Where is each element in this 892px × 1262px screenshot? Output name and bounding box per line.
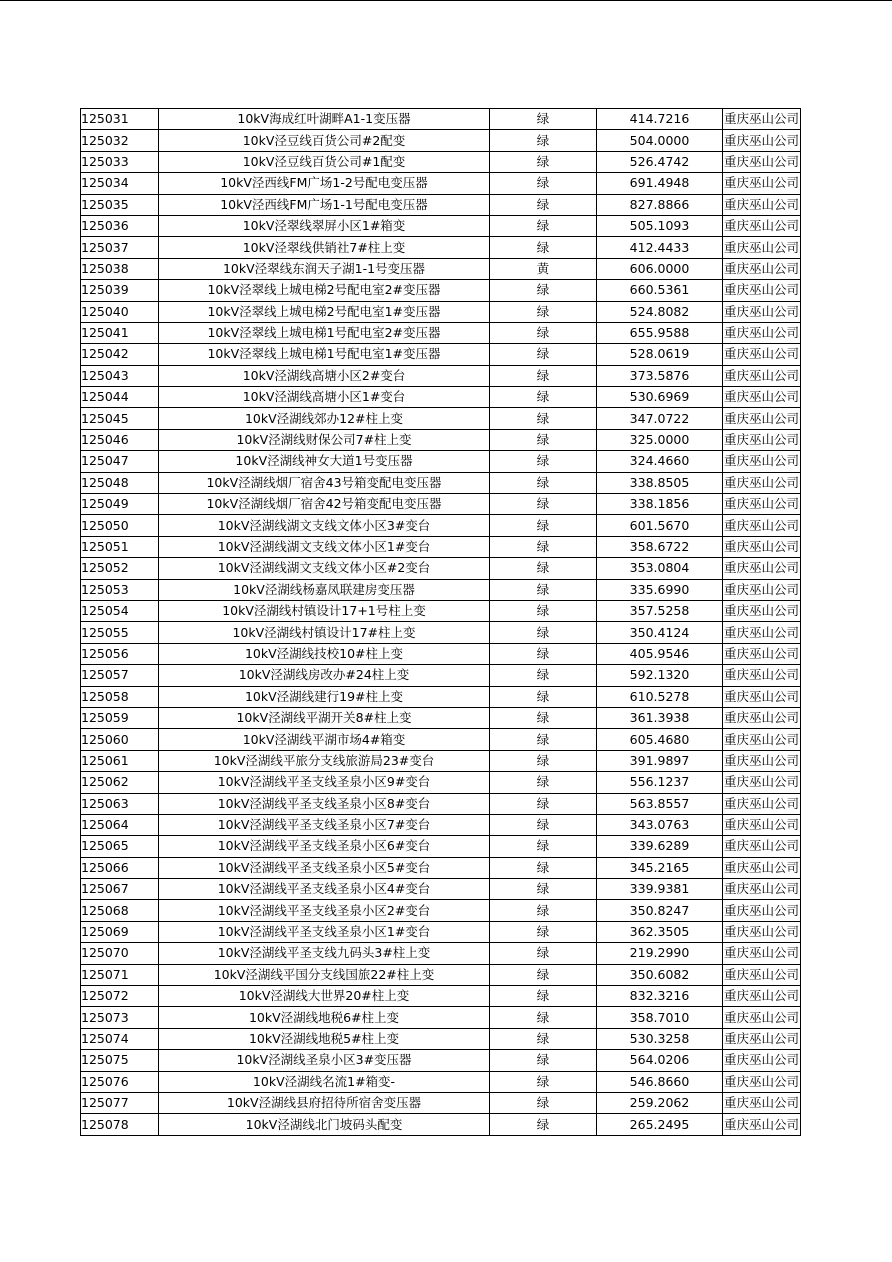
cell-company: 重庆巫山公司 — [723, 600, 801, 621]
cell-value: 605.4680 — [597, 729, 723, 750]
cell-company: 重庆巫山公司 — [723, 109, 801, 130]
cell-name: 10kV泾湖线高塘小区2#变台 — [159, 365, 490, 386]
cell-name: 10kV海成红叶湖畔A1-1变压器 — [159, 109, 490, 130]
cell-status: 绿 — [490, 429, 597, 450]
cell-status: 绿 — [490, 836, 597, 857]
cell-value: 350.4124 — [597, 622, 723, 643]
cell-status: 绿 — [490, 686, 597, 707]
cell-company: 重庆巫山公司 — [723, 814, 801, 835]
cell-value: 347.0722 — [597, 408, 723, 429]
cell-id: 125065 — [81, 836, 159, 857]
cell-name: 10kV泾翠线上城电梯1号配电室1#变压器 — [159, 344, 490, 365]
cell-value: 358.7010 — [597, 1007, 723, 1028]
table-row — [81, 194, 801, 215]
table-row — [81, 643, 801, 664]
cell-value: 524.8082 — [597, 301, 723, 322]
cell-name: 10kV泾湖线地税5#柱上变 — [159, 1028, 490, 1049]
cell-name: 10kV泾翠线供销社7#柱上变 — [159, 237, 490, 258]
cell-id: 125031 — [81, 109, 159, 130]
cell-name: 10kV泾湖线平圣支线圣泉小区9#变台 — [159, 772, 490, 793]
cell-name: 10kV泾湖线大世界20#柱上变 — [159, 986, 490, 1007]
table-row — [81, 793, 801, 814]
cell-name: 10kV泾湖线技校10#柱上变 — [159, 643, 490, 664]
cell-name: 10kV泾湖线高塘小区1#变台 — [159, 387, 490, 408]
cell-status: 绿 — [490, 237, 597, 258]
cell-value: 345.2165 — [597, 857, 723, 878]
cell-id: 125035 — [81, 194, 159, 215]
table-row — [81, 729, 801, 750]
cell-name: 10kV泾翠线东润天子湖1-1号变压器 — [159, 258, 490, 279]
cell-status: 绿 — [490, 451, 597, 472]
cell-company: 重庆巫山公司 — [723, 451, 801, 472]
table-row — [81, 1092, 801, 1113]
cell-value: 353.0804 — [597, 558, 723, 579]
cell-id: 125061 — [81, 750, 159, 771]
transformer-table — [80, 108, 801, 1136]
cell-name: 10kV泾西线FM广场1-1号配电变压器 — [159, 194, 490, 215]
table-row — [81, 1050, 801, 1071]
cell-company: 重庆巫山公司 — [723, 793, 801, 814]
cell-status: 绿 — [490, 622, 597, 643]
table-row — [81, 408, 801, 429]
cell-company: 重庆巫山公司 — [723, 301, 801, 322]
cell-status: 绿 — [490, 515, 597, 536]
cell-value: 526.4742 — [597, 151, 723, 172]
cell-value: 325.0000 — [597, 429, 723, 450]
cell-id: 125051 — [81, 536, 159, 557]
cell-name: 10kV泾湖线平湖市场4#箱变 — [159, 729, 490, 750]
cell-company: 重庆巫山公司 — [723, 622, 801, 643]
cell-company: 重庆巫山公司 — [723, 1092, 801, 1113]
cell-company: 重庆巫山公司 — [723, 280, 801, 301]
cell-company: 重庆巫山公司 — [723, 322, 801, 343]
cell-status: 绿 — [490, 921, 597, 942]
cell-name: 10kV泾豆线百货公司#1配变 — [159, 151, 490, 172]
cell-name: 10kV泾豆线百货公司#2配变 — [159, 130, 490, 151]
cell-name: 10kV泾湖线圣泉小区3#变压器 — [159, 1050, 490, 1071]
cell-value: 530.3258 — [597, 1028, 723, 1049]
cell-status: 绿 — [490, 772, 597, 793]
cell-value: 338.1856 — [597, 494, 723, 515]
cell-value: 412.4433 — [597, 237, 723, 258]
table-row — [81, 1028, 801, 1049]
cell-name: 10kV泾湖线湖文支线文体小区#2变台 — [159, 558, 490, 579]
cell-id: 125052 — [81, 558, 159, 579]
cell-company: 重庆巫山公司 — [723, 986, 801, 1007]
cell-status: 绿 — [490, 643, 597, 664]
cell-status: 绿 — [490, 1028, 597, 1049]
cell-name: 10kV泾湖线村镇设计17+1号柱上变 — [159, 600, 490, 621]
cell-company: 重庆巫山公司 — [723, 1028, 801, 1049]
cell-name: 10kV泾湖线神女大道1号变压器 — [159, 451, 490, 472]
cell-id: 125048 — [81, 472, 159, 493]
cell-company: 重庆巫山公司 — [723, 237, 801, 258]
cell-id: 125034 — [81, 173, 159, 194]
table-row — [81, 258, 801, 279]
cell-company: 重庆巫山公司 — [723, 665, 801, 686]
cell-status: 绿 — [490, 109, 597, 130]
cell-company: 重庆巫山公司 — [723, 215, 801, 236]
cell-company: 重庆巫山公司 — [723, 344, 801, 365]
table-row — [81, 1114, 801, 1135]
cell-value: 660.5361 — [597, 280, 723, 301]
cell-value: 827.8866 — [597, 194, 723, 215]
cell-name: 10kV泾湖线郊办12#柱上变 — [159, 408, 490, 429]
cell-id: 125059 — [81, 707, 159, 728]
cell-value: 339.6289 — [597, 836, 723, 857]
cell-id: 125047 — [81, 451, 159, 472]
cell-id: 125046 — [81, 429, 159, 450]
cell-company: 重庆巫山公司 — [723, 1114, 801, 1135]
table-row — [81, 772, 801, 793]
cell-name: 10kV泾湖线平圣支线圣泉小区1#变台 — [159, 921, 490, 942]
cell-status: 绿 — [490, 943, 597, 964]
cell-company: 重庆巫山公司 — [723, 772, 801, 793]
cell-name: 10kV泾湖线北门坡码头配变 — [159, 1114, 490, 1135]
table-row — [81, 280, 801, 301]
cell-name: 10kV泾翠线上城电梯1号配电室2#变压器 — [159, 322, 490, 343]
cell-id: 125042 — [81, 344, 159, 365]
cell-id: 125054 — [81, 600, 159, 621]
cell-name: 10kV泾西线FM广场1-2号配电变压器 — [159, 173, 490, 194]
table-row — [81, 429, 801, 450]
cell-company: 重庆巫山公司 — [723, 857, 801, 878]
cell-status: 绿 — [490, 387, 597, 408]
table-row — [81, 322, 801, 343]
cell-status: 绿 — [490, 900, 597, 921]
table-row — [81, 451, 801, 472]
cell-id: 125055 — [81, 622, 159, 643]
cell-status: 绿 — [490, 1092, 597, 1113]
cell-value: 414.7216 — [597, 109, 723, 130]
cell-status: 绿 — [490, 986, 597, 1007]
table-row — [81, 558, 801, 579]
cell-status: 绿 — [490, 964, 597, 985]
cell-company: 重庆巫山公司 — [723, 472, 801, 493]
cell-company: 重庆巫山公司 — [723, 686, 801, 707]
cell-id: 125076 — [81, 1071, 159, 1092]
cell-name: 10kV泾湖线平国分支线国旅22#柱上变 — [159, 964, 490, 985]
cell-id: 125067 — [81, 879, 159, 900]
cell-status: 绿 — [490, 814, 597, 835]
cell-company: 重庆巫山公司 — [723, 558, 801, 579]
cell-name: 10kV泾湖线财保公司7#柱上变 — [159, 429, 490, 450]
cell-id: 125053 — [81, 579, 159, 600]
cell-value: 373.5876 — [597, 365, 723, 386]
cell-value: 338.8505 — [597, 472, 723, 493]
cell-status: 绿 — [490, 344, 597, 365]
cell-id: 125075 — [81, 1050, 159, 1071]
cell-id: 125064 — [81, 814, 159, 835]
cell-company: 重庆巫山公司 — [723, 921, 801, 942]
cell-company: 重庆巫山公司 — [723, 536, 801, 557]
cell-id: 125058 — [81, 686, 159, 707]
table-row — [81, 387, 801, 408]
cell-id: 125070 — [81, 943, 159, 964]
cell-name: 10kV泾翠线上城电梯2号配电室2#变压器 — [159, 280, 490, 301]
cell-name: 10kV泾湖线平湖开关8#柱上变 — [159, 707, 490, 728]
cell-status: 绿 — [490, 151, 597, 172]
cell-status: 绿 — [490, 879, 597, 900]
table-row — [81, 900, 801, 921]
cell-value: 219.2990 — [597, 943, 723, 964]
cell-name: 10kV泾湖线烟厂宿舍43号箱变配电变压器 — [159, 472, 490, 493]
cell-id: 125037 — [81, 237, 159, 258]
cell-value: 655.9588 — [597, 322, 723, 343]
table-row — [81, 472, 801, 493]
table-row — [81, 130, 801, 151]
table-row — [81, 750, 801, 771]
cell-value: 504.0000 — [597, 130, 723, 151]
cell-id: 125066 — [81, 857, 159, 878]
cell-company: 重庆巫山公司 — [723, 943, 801, 964]
table-row — [81, 986, 801, 1007]
cell-company: 重庆巫山公司 — [723, 729, 801, 750]
cell-status: 黄 — [490, 258, 597, 279]
cell-company: 重庆巫山公司 — [723, 1071, 801, 1092]
table-row — [81, 836, 801, 857]
cell-status: 绿 — [490, 280, 597, 301]
cell-status: 绿 — [490, 1114, 597, 1135]
cell-company: 重庆巫山公司 — [723, 194, 801, 215]
cell-value: 606.0000 — [597, 258, 723, 279]
table-row — [81, 494, 801, 515]
cell-value: 601.5670 — [597, 515, 723, 536]
table-row — [81, 515, 801, 536]
cell-id: 125056 — [81, 643, 159, 664]
cell-id: 125060 — [81, 729, 159, 750]
cell-company: 重庆巫山公司 — [723, 900, 801, 921]
cell-name: 10kV泾湖线湖文支线文体小区3#变台 — [159, 515, 490, 536]
cell-value: 832.3216 — [597, 986, 723, 1007]
cell-name: 10kV泾湖线村镇设计17#柱上变 — [159, 622, 490, 643]
cell-id: 125044 — [81, 387, 159, 408]
table-row — [81, 173, 801, 194]
cell-name: 10kV泾湖线名流1#箱变- — [159, 1071, 490, 1092]
cell-id: 125050 — [81, 515, 159, 536]
table-row — [81, 665, 801, 686]
cell-status: 绿 — [490, 579, 597, 600]
cell-company: 重庆巫山公司 — [723, 643, 801, 664]
cell-value: 259.2062 — [597, 1092, 723, 1113]
cell-value: 391.9897 — [597, 750, 723, 771]
cell-company: 重庆巫山公司 — [723, 1007, 801, 1028]
cell-company: 重庆巫山公司 — [723, 879, 801, 900]
cell-name: 10kV泾湖线平圣支线圣泉小区5#变台 — [159, 857, 490, 878]
cell-company: 重庆巫山公司 — [723, 365, 801, 386]
cell-id: 125057 — [81, 665, 159, 686]
table-body — [81, 109, 801, 1136]
cell-name: 10kV泾湖线烟厂宿舍42号箱变配电变压器 — [159, 494, 490, 515]
cell-id: 125062 — [81, 772, 159, 793]
page-top-border — [0, 0, 892, 1]
cell-value: 324.4660 — [597, 451, 723, 472]
cell-company: 重庆巫山公司 — [723, 964, 801, 985]
cell-company: 重庆巫山公司 — [723, 494, 801, 515]
cell-status: 绿 — [490, 707, 597, 728]
table-row — [81, 943, 801, 964]
cell-company: 重庆巫山公司 — [723, 707, 801, 728]
cell-company: 重庆巫山公司 — [723, 515, 801, 536]
cell-status: 绿 — [490, 665, 597, 686]
cell-company: 重庆巫山公司 — [723, 429, 801, 450]
cell-id: 125073 — [81, 1007, 159, 1028]
cell-name: 10kV泾湖线房改办#24柱上变 — [159, 665, 490, 686]
cell-company: 重庆巫山公司 — [723, 836, 801, 857]
cell-id: 125069 — [81, 921, 159, 942]
table-row — [81, 879, 801, 900]
table-row — [81, 600, 801, 621]
cell-status: 绿 — [490, 408, 597, 429]
cell-value: 556.1237 — [597, 772, 723, 793]
table-row — [81, 109, 801, 130]
cell-status: 绿 — [490, 494, 597, 515]
cell-id: 125071 — [81, 964, 159, 985]
table-row — [81, 921, 801, 942]
cell-id: 125039 — [81, 280, 159, 301]
table-row — [81, 237, 801, 258]
cell-id: 125063 — [81, 793, 159, 814]
cell-name: 10kV泾湖线地税6#柱上变 — [159, 1007, 490, 1028]
cell-value: 505.1093 — [597, 215, 723, 236]
cell-id: 125077 — [81, 1092, 159, 1113]
cell-status: 绿 — [490, 1050, 597, 1071]
cell-id: 125049 — [81, 494, 159, 515]
cell-status: 绿 — [490, 322, 597, 343]
cell-name: 10kV泾湖线平旅分支线旅游局23#变台 — [159, 750, 490, 771]
cell-id: 125072 — [81, 986, 159, 1007]
cell-value: 343.0763 — [597, 814, 723, 835]
cell-status: 绿 — [490, 1007, 597, 1028]
table-row — [81, 215, 801, 236]
cell-name: 10kV泾湖线建行19#柱上变 — [159, 686, 490, 707]
cell-company: 重庆巫山公司 — [723, 258, 801, 279]
cell-status: 绿 — [490, 857, 597, 878]
cell-value: 357.5258 — [597, 600, 723, 621]
cell-name: 10kV泾湖线平圣支线圣泉小区6#变台 — [159, 836, 490, 857]
table-row — [81, 1071, 801, 1092]
cell-status: 绿 — [490, 1071, 597, 1092]
cell-status: 绿 — [490, 130, 597, 151]
cell-name: 10kV泾湖线县府招待所宿舍变压器 — [159, 1092, 490, 1113]
table-row — [81, 1007, 801, 1028]
table-row — [81, 536, 801, 557]
cell-status: 绿 — [490, 793, 597, 814]
cell-value: 350.8247 — [597, 900, 723, 921]
cell-id: 125040 — [81, 301, 159, 322]
table-row — [81, 857, 801, 878]
cell-company: 重庆巫山公司 — [723, 173, 801, 194]
cell-value: 610.5278 — [597, 686, 723, 707]
cell-name: 10kV泾湖线平圣支线九码头3#柱上变 — [159, 943, 490, 964]
table-row — [81, 814, 801, 835]
cell-status: 绿 — [490, 536, 597, 557]
cell-id: 125045 — [81, 408, 159, 429]
table-row — [81, 707, 801, 728]
cell-name: 10kV泾湖线平圣支线圣泉小区7#变台 — [159, 814, 490, 835]
cell-value: 691.4948 — [597, 173, 723, 194]
cell-id: 125074 — [81, 1028, 159, 1049]
cell-status: 绿 — [490, 215, 597, 236]
cell-value: 361.3938 — [597, 707, 723, 728]
cell-id: 125038 — [81, 258, 159, 279]
cell-value: 350.6082 — [597, 964, 723, 985]
cell-value: 546.8660 — [597, 1071, 723, 1092]
cell-id: 125068 — [81, 900, 159, 921]
table-row — [81, 579, 801, 600]
cell-company: 重庆巫山公司 — [723, 387, 801, 408]
cell-id: 125033 — [81, 151, 159, 172]
cell-value: 339.9381 — [597, 879, 723, 900]
cell-status: 绿 — [490, 729, 597, 750]
cell-id: 125041 — [81, 322, 159, 343]
table-row — [81, 622, 801, 643]
table-row — [81, 686, 801, 707]
cell-status: 绿 — [490, 194, 597, 215]
cell-name: 10kV泾湖线平圣支线圣泉小区4#变台 — [159, 879, 490, 900]
table-row — [81, 344, 801, 365]
cell-name: 10kV泾湖线湖文支线文体小区1#变台 — [159, 536, 490, 557]
cell-value: 528.0619 — [597, 344, 723, 365]
cell-company: 重庆巫山公司 — [723, 1050, 801, 1071]
cell-company: 重庆巫山公司 — [723, 750, 801, 771]
cell-status: 绿 — [490, 750, 597, 771]
cell-name: 10kV泾翠线上城电梯2号配电室1#变压器 — [159, 301, 490, 322]
cell-value: 405.9546 — [597, 643, 723, 664]
cell-company: 重庆巫山公司 — [723, 408, 801, 429]
cell-id: 125036 — [81, 215, 159, 236]
cell-value: 592.1320 — [597, 665, 723, 686]
cell-id: 125032 — [81, 130, 159, 151]
cell-value: 564.0206 — [597, 1050, 723, 1071]
cell-value: 265.2495 — [597, 1114, 723, 1135]
cell-name: 10kV泾湖线平圣支线圣泉小区2#变台 — [159, 900, 490, 921]
cell-status: 绿 — [490, 472, 597, 493]
cell-status: 绿 — [490, 173, 597, 194]
cell-company: 重庆巫山公司 — [723, 579, 801, 600]
cell-name: 10kV泾翠线翠屏小区1#箱变 — [159, 215, 490, 236]
cell-value: 362.3505 — [597, 921, 723, 942]
table-row — [81, 964, 801, 985]
table-row — [81, 301, 801, 322]
table-row — [81, 365, 801, 386]
cell-company: 重庆巫山公司 — [723, 130, 801, 151]
table-row — [81, 151, 801, 172]
cell-value: 563.8557 — [597, 793, 723, 814]
cell-value: 530.6969 — [597, 387, 723, 408]
cell-id: 125078 — [81, 1114, 159, 1135]
cell-status: 绿 — [490, 365, 597, 386]
cell-status: 绿 — [490, 600, 597, 621]
cell-company: 重庆巫山公司 — [723, 151, 801, 172]
cell-value: 358.6722 — [597, 536, 723, 557]
cell-name: 10kV泾湖线平圣支线圣泉小区8#变台 — [159, 793, 490, 814]
cell-name: 10kV泾湖线杨嘉凤联建房变压器 — [159, 579, 490, 600]
cell-id: 125043 — [81, 365, 159, 386]
cell-status: 绿 — [490, 301, 597, 322]
cell-status: 绿 — [490, 558, 597, 579]
cell-value: 335.6990 — [597, 579, 723, 600]
